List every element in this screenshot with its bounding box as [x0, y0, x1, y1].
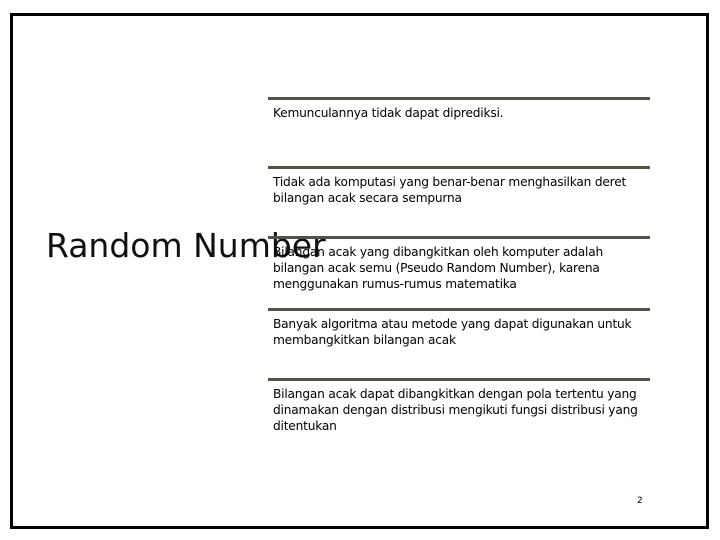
- page-number: 2: [637, 496, 643, 506]
- list-item: Tidak ada komputasi yang benar-benar menghasilkan deret bilangan acak secara sempurna: [268, 166, 650, 206]
- list-item: Bilangan acak dapat dibangkitkan dengan pola tertentu yang dinamakan dengan distribusi mengikuti fungsi distribusi yang ditentukan: [268, 378, 650, 434]
- list-item: Kemunculannya tidak dapat diprediksi.: [268, 97, 650, 121]
- list-item: Bilangan acak yang dibangkitkan oleh komputer adalah bilangan acak semu (Pseudo Random Number), karena menggunakan rumus-rumus matematika: [268, 236, 650, 292]
- list-item: Banyak algoritma atau metode yang dapat digunakan untuk membangkitkan bilangan acak: [268, 308, 650, 348]
- slide-title: Random Number: [46, 226, 326, 265]
